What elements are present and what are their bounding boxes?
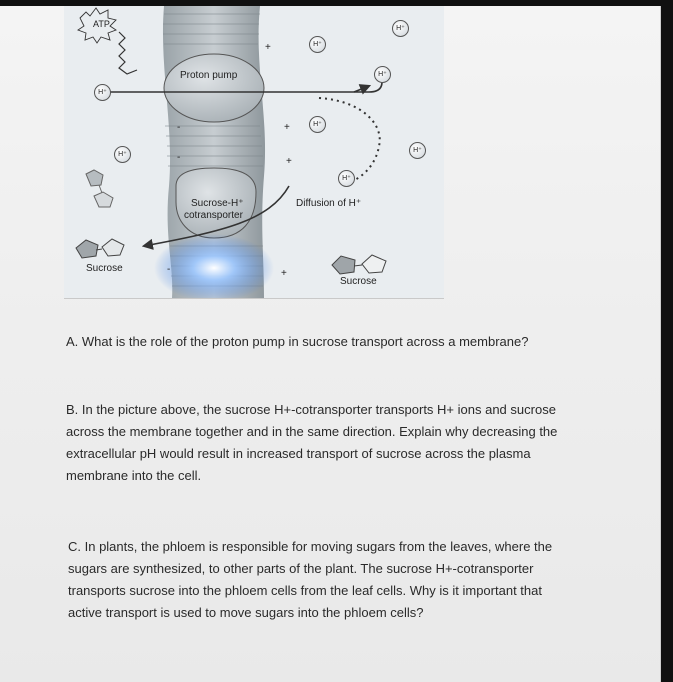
proton-pump-label: Proton pump [180,70,238,81]
charge-plus-4: + [281,268,287,279]
question-b-line: extracellular pH would result in increased transport of sucrose across the plasma [66,446,531,461]
cotransporter-label-line1: Sucrose-H⁺ [191,198,244,209]
h-ion-outside-2: H⁺ [392,20,409,37]
h-ion-outside-4: H⁺ [309,116,326,133]
h-ion-outside-6: H⁺ [338,170,355,187]
sucrose-molecule-faded [86,170,113,207]
question-c-line: C. In plants, the phloem is responsible for moving sugars from the leaves, where the [68,539,553,554]
sucrose-molecule-left [76,239,124,258]
worksheet-page [0,6,661,682]
charge-plus-3: + [286,156,292,167]
question-c-line: transports sucrose into the phloem cells from the leaf cells. Why is it important that [68,583,542,598]
charge-minus-3: - [167,264,171,275]
atp-energy-squiggle [119,32,137,74]
proton-pump-protein [164,54,264,122]
h-ion-outside-1: H⁺ [309,36,326,53]
membrane-figure [64,6,444,299]
diffusion-dotted-arc [319,98,380,182]
question-b-line: across the membrane together and in the same direction. Explain why decreasing the [66,424,558,439]
h-ion-outside-3: H⁺ [374,66,391,83]
h-ion-inside-2: H⁺ [114,146,131,163]
sucrose-label-right: Sucrose [340,276,377,287]
sucrose-molecule-right [332,255,386,274]
question-b-line: B. In the picture above, the sucrose H+-cotransporter transports H+ ions and sucrose [66,402,556,417]
question-b-line: membrane into the cell. [66,468,202,483]
proton-pump-arrowhead [354,86,369,92]
atp-label: ATP [93,19,110,29]
question-a [66,331,646,353]
charge-minus-1: - [177,152,181,163]
cotransporter-label-line2: cotransporter [184,210,243,221]
charge-minus-2: - [177,122,181,133]
question-b [66,399,646,487]
diffusion-label: Diffusion of H⁺ [296,198,362,209]
charge-plus-1: + [265,42,271,53]
question-a-line: A. What is the role of the proton pump in sucrose transport across a membrane? [66,334,529,349]
charge-plus-2: + [284,122,290,133]
question-c [68,536,640,624]
h-ion-inside-1: H⁺ [94,84,111,101]
h-ion-outside-5: H⁺ [409,142,426,159]
question-c-line: sugars are synthesized, to other parts of the plant. The sucrose H+-cotransporter [68,561,534,576]
sucrose-label-left: Sucrose [86,263,123,274]
question-c-line: active transport is used to move sugars into the phloem cells? [68,605,424,620]
